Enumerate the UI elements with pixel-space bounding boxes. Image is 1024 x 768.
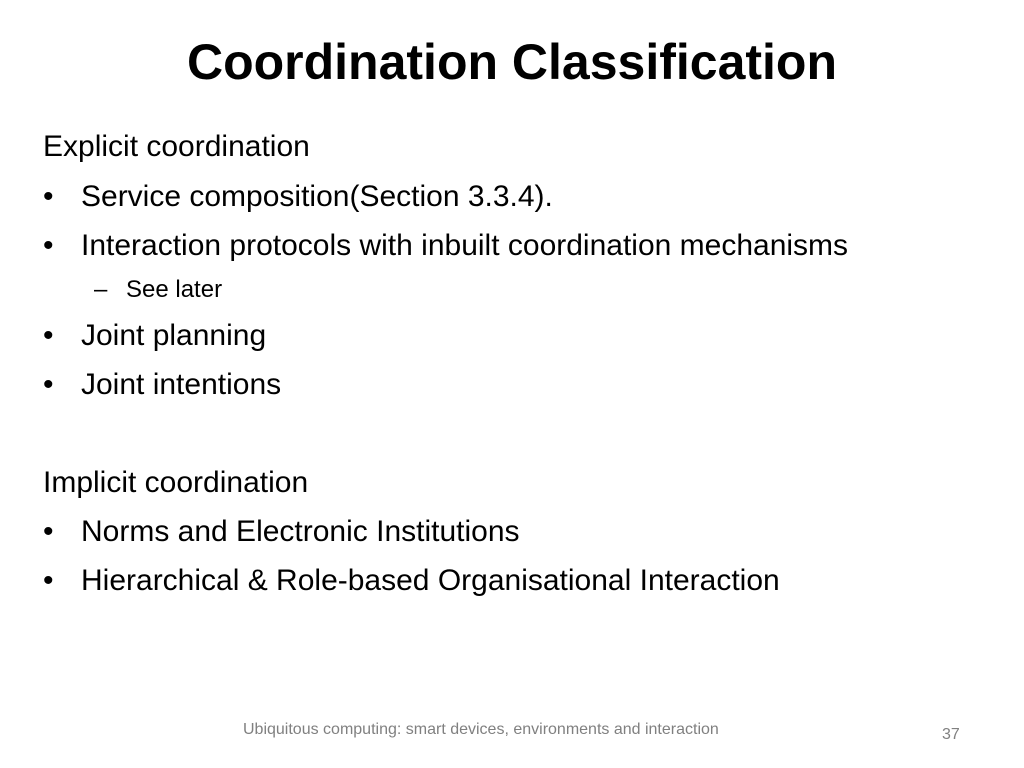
explicit-coordination-heading: Explicit coordination — [43, 130, 310, 163]
bullet-item-label: Norms and Electronic Institutions — [81, 515, 520, 548]
bullet-item-label: Joint intentions — [81, 368, 282, 401]
footer-text: Ubiquitous computing: smart devices, environments and interaction — [243, 721, 719, 738]
bullet-icon: • — [43, 180, 54, 213]
bullet-item-label: Service composition(Section 3.3.4). — [81, 180, 553, 213]
bullet-item-joint-intentions — [43, 367, 281, 403]
bullet-item-interaction-protocols — [43, 228, 848, 264]
page-number: 37 — [942, 726, 960, 743]
bullet-icon: • — [43, 515, 54, 548]
bullet-item-joint-planning — [43, 318, 266, 354]
bullet-icon: • — [43, 564, 54, 597]
bullet-item-label: Joint planning — [81, 319, 267, 352]
bullet-item-norms — [43, 514, 520, 550]
sub-bullet-see-later — [94, 275, 222, 305]
implicit-coordination-heading: Implicit coordination — [43, 466, 309, 499]
bullet-item-label: Hierarchical & Role-based Organisational Interaction — [81, 564, 780, 597]
bullet-icon: • — [43, 368, 54, 401]
bullet-item-hierarchical — [43, 563, 780, 599]
bullet-item-service-composition — [43, 179, 553, 215]
bullet-icon: • — [43, 229, 54, 262]
bullet-item-label: Interaction protocols with inbuilt coordination mechanisms — [81, 229, 849, 262]
bullet-icon: • — [43, 319, 54, 352]
dash-icon: – — [94, 276, 108, 303]
sub-bullet-label: See later — [126, 276, 223, 303]
slide-title: Coordination Classification — [186, 34, 838, 90]
